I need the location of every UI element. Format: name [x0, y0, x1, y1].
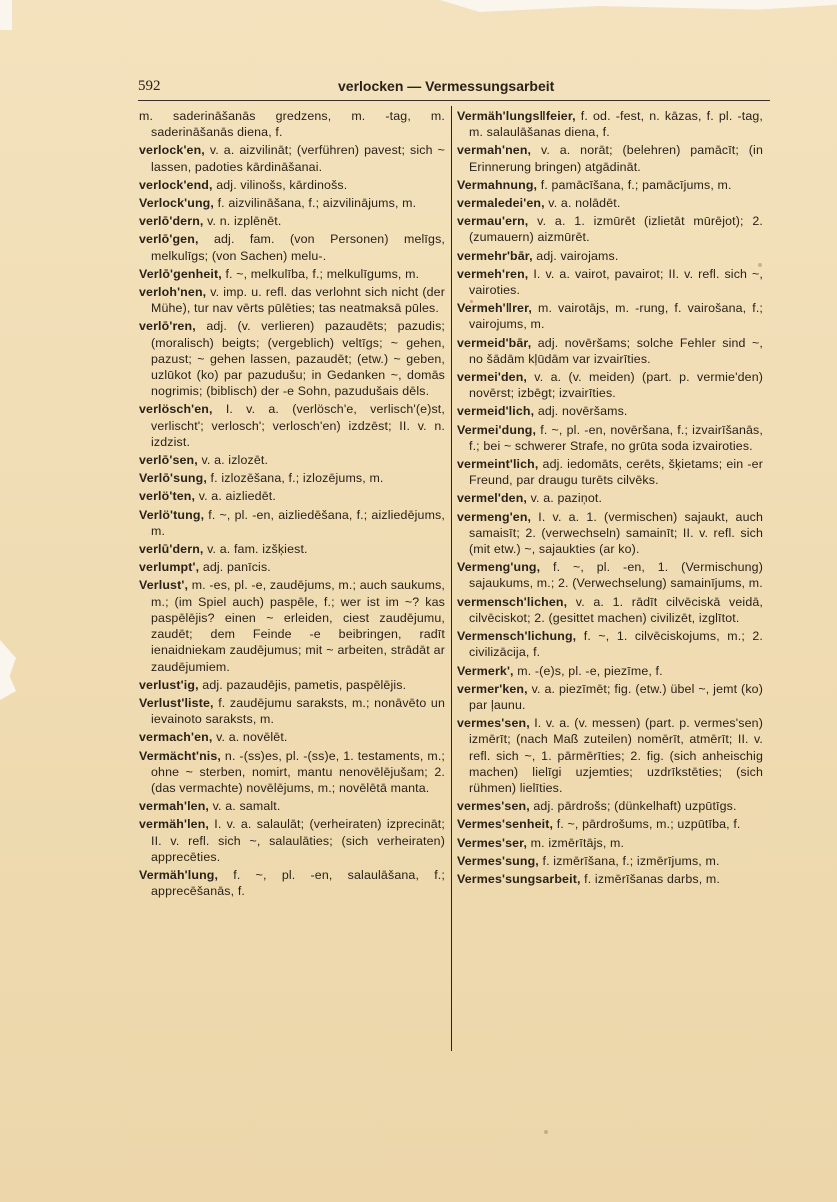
entry-headword: vermäh'len, — [139, 817, 210, 832]
entry — [139, 195, 445, 211]
entry — [457, 142, 763, 174]
entry-definition: v. n. izplēnēt. — [207, 214, 282, 229]
entry-headword: vermensch'lichen, — [457, 594, 568, 609]
entry-definition: I. v. a. (v. messen) (part. p. vermes'sen) izmērīt; (nach Maß zuteilen) nomērīt, atmērīt; II. v. refl. sich ~, 1. pārmērīties; 2. fig. (sich anheischig machen) lielīgi uzjemties; uzdrīkstēties; (sich rühmen) lielīties. — [469, 716, 763, 795]
entry — [139, 695, 445, 727]
entry — [139, 677, 445, 693]
entry-headword: vermeid'lich, — [457, 404, 535, 419]
entry — [457, 266, 763, 298]
entry-headword: Vermerk', — [457, 663, 514, 678]
page-number: 592 — [138, 78, 161, 94]
entry-definition: n. -(ss)es, pl. -(ss)e, 1. testaments, m.; ohne ~ sterben, nomirt, mantu nenovēlējušam; 2. (das vermachte) novēlējums, m.; novēlētā manta. — [151, 748, 445, 795]
entry-definition: v. a. norāt; (belehren) pamācīt; (in Erinnerung bringen) atgādināt. — [469, 143, 763, 174]
entry-definition: I. v. a. (verlösch'e, verlisch'(e)st, verlischt'; verlosch'; verlosch'en) izdzēst; II. v. n. izdzist. — [151, 402, 445, 449]
entry-headword: verlock'en, — [139, 143, 205, 158]
entry-definition: f. ~, pārdrošums, m.; uzpūtība, f. — [556, 817, 741, 832]
entry-headword: vermeh'ren, — [457, 266, 529, 281]
entry-headword: verlumpt', — [139, 560, 200, 575]
right-column — [457, 108, 763, 889]
entry — [139, 488, 445, 504]
entry — [139, 470, 445, 486]
entry — [139, 452, 445, 468]
entry-definition: v. a. izlozēt. — [201, 453, 269, 468]
entry — [139, 108, 445, 140]
entry-headword: Vermes'sungsarbeit, — [457, 871, 581, 886]
entry-headword: Vermeng'ung, — [457, 560, 541, 575]
entry-headword: Vermes'ser, — [457, 835, 528, 850]
entry — [139, 231, 445, 263]
entry-headword: Vermächt'nis, — [139, 748, 222, 763]
entry-definition: v. a. samalt. — [212, 799, 281, 814]
entry-headword: Verlö'tung, — [139, 507, 205, 522]
entry-definition: v. a. aizvilināt; (verführen) pavest; sich ~ lassen, padoties kārdināšanai. — [151, 143, 445, 174]
entry — [139, 177, 445, 193]
entry-headword: vermah'len, — [139, 799, 210, 814]
entry-definition: adj. vilinošs, kārdinošs. — [216, 177, 348, 192]
entry-headword: vermel'den, — [457, 491, 528, 506]
entry-definition: m. vairotājs, m. -rung, f. vairošana, f.; vairojums, m. — [469, 301, 764, 332]
entry-definition: adj. novēršams. — [537, 404, 628, 419]
page-header — [138, 78, 770, 101]
entry-definition: f. ~, pl. -en, aizliedēšana, f.; aizliedējums, m. — [151, 507, 445, 538]
entry-headword: Vermäh'lung, — [139, 867, 219, 882]
entry — [457, 798, 763, 814]
entry-headword: vermes'sen, — [457, 799, 530, 814]
entry-definition: adj. pazaudējis, pametis, paspēlējis. — [202, 677, 407, 692]
entry-headword: vermeid'bār, — [457, 335, 532, 350]
entry — [139, 318, 445, 399]
entry — [457, 403, 763, 419]
entry — [139, 266, 445, 282]
entry-definition: v. a. 1. rādīt cilvēciskā veidā, cilvēciskot; 2. (gesittet machen) civilizēt, izglītot. — [469, 594, 764, 625]
entry-headword: verlō'gen, — [139, 232, 199, 247]
entry — [457, 509, 763, 558]
entry-definition: v. a. nolādēt. — [548, 196, 621, 211]
entry-headword: vermeng'en, — [457, 509, 532, 524]
entry — [457, 853, 763, 869]
entry-definition: adj. panīcis. — [202, 560, 271, 575]
entry-headword: Vermes'senheit, — [457, 817, 554, 832]
entry-headword: vermaledei'en, — [457, 196, 545, 211]
entry-definition: v. a. aizliedēt. — [198, 489, 276, 504]
entry — [457, 628, 763, 660]
entry-headword: vermes'sen, — [457, 716, 530, 731]
entry-definition: v. a. 1. izmūrēt (izlietāt mūrējot); 2. (zumauern) aizmūrēt. — [469, 214, 764, 245]
entry-definition: f. izmērīšanas darbs, m. — [584, 871, 720, 886]
entry-definition: v. a. novēlēt. — [216, 730, 288, 745]
entry-definition: adj. (v. verlieren) pazaudēts; pazudis; (moralisch) beigts; (vergeblich) veltīgs; ~ gehen, pazust; ~ gehen lassen, pazaudēt; (etw.) ~ geben, uzlūkot (ko) par pazudušu; in Gedanken ~, domās nogrimis; (biblisch) der -e Sohn, pazudušais dēls. — [151, 319, 446, 399]
entry-definition: m. izmērītājs, m. — [530, 835, 625, 850]
entry — [139, 507, 445, 539]
entry — [139, 867, 445, 899]
entry — [139, 798, 445, 814]
entry-definition: I. v. a. 1. (vermischen) sajaukt, auch samaisīt; 2. (verwechseln) samainīt; II. v. refl. sich (mit etw.) ~, sajaukties (ar ko). — [469, 509, 763, 557]
entry — [457, 663, 763, 679]
entry-definition: m. -es, pl. -e, zaudējums, m.; auch saukums, m.; (im Spiel auch) paspēle, f.; wer ist im ~? kas paspēlējis? einen ~ erleiden, ciest zaudējumu, zaudēt; dem Feinde -e beibringen, radīt ienaidniekam zaudējumus; mit ~ arbeiten, strādāt ar zaudējumiem. — [151, 578, 446, 674]
entry — [457, 816, 763, 832]
entry — [457, 335, 763, 367]
entry-definition: v. imp. u. refl. das verlohnt sich nicht (der Mühe), tur nav vērts pūlēties; tas neatmaksā pūles. — [151, 285, 445, 316]
entry-definition: v. a. piezīmēt; fig. (etw.) übel ~, jemt (ko) par ļaunu. — [469, 681, 763, 712]
entry — [457, 369, 763, 401]
entry-headword: Verlō'genheit, — [139, 266, 222, 281]
entry-definition: f. izmērīšana, f.; izmērījums, m. — [542, 853, 720, 868]
entry-headword: Verlust', — [139, 578, 189, 593]
entry — [457, 248, 763, 264]
entry-definition: adj. novēršams; solche Fehler sind ~, no šādām kļūdām var izvairīties. — [469, 335, 763, 366]
entry-definition: f. ~, pl. -en, salaulāšana, f.; apprecēšanās, f. — [151, 867, 445, 899]
entry-headword: Vermensch'lichung, — [457, 629, 577, 644]
column-divider — [451, 106, 452, 1051]
entry — [457, 300, 763, 332]
entry — [457, 681, 763, 713]
entry-headword: verlō'ren, — [139, 319, 196, 334]
entry-definition: f. ~, 1. cilvēciskojums, m.; 2. civilizācija, f. — [469, 629, 764, 660]
running-head: verlocken — Vermessungsarbeit — [338, 78, 555, 94]
entry — [457, 559, 763, 591]
entry-definition: f. ~, pl. -en, novēršana, f.; izvairīšanās, f.; bei ~ schwerer Strafe, no grūta soda izvairoties. — [469, 422, 763, 453]
entry-headword: Vermei'dung, — [457, 422, 537, 437]
entry-headword: verlust'ig, — [139, 677, 199, 692]
entry-definition: f. od. -fest, n. kāzas, f. pl. -tag, m. salaulāšanas diena, f. — [469, 109, 764, 140]
entry-headword: vermau'ern, — [457, 214, 529, 229]
entry-headword: vermah'nen, — [457, 143, 532, 158]
entry-definition: f. pamācīšana, f.; pamācījums, m. — [540, 177, 732, 192]
entry — [457, 456, 763, 488]
entry-definition: f. ~, pl. -en, 1. (Vermischung) sajaukums, m.; 2. (Verwechselung) samainījums, m. — [469, 560, 764, 591]
torn-edge-left-notch — [0, 640, 16, 700]
entry-headword: vermehr'bār, — [457, 248, 533, 263]
entry-headword: verlösch'en, — [139, 402, 213, 417]
entry-headword: verlö'ten, — [139, 489, 196, 504]
entry — [139, 559, 445, 575]
entry-headword: verlō'dern, — [139, 214, 204, 229]
entry — [457, 195, 763, 211]
entry-headword: vermeint'lich, — [457, 457, 539, 472]
foxing-spot — [544, 1130, 548, 1134]
entry — [139, 748, 445, 797]
entry-headword: Vermes'sung, — [457, 853, 539, 868]
entry-definition: m. -(e)s, pl. -e, piezīme, f. — [517, 663, 663, 678]
entry — [457, 835, 763, 851]
entry-definition: adj. iedomāts, cerēts, šķietams; ein -er Freund, par draugu turēts cilvēks. — [469, 457, 763, 488]
entry — [457, 490, 763, 506]
torn-edge-top-left — [0, 0, 12, 30]
entry-headword: verlō'sen, — [139, 453, 198, 468]
entry-headword: Verlock'ung, — [139, 196, 214, 211]
entry-headword: Verlō'sung, — [139, 471, 207, 486]
entry-definition: f. izlozēšana, f.; izlozējums, m. — [210, 471, 384, 486]
entry — [139, 142, 445, 174]
entry — [139, 401, 445, 450]
entry-definition: f. ~, melkulība, f.; melkulīgums, m. — [225, 266, 420, 281]
entry-definition: v. a. fam. izšķiest. — [207, 542, 308, 557]
entry-definition: I. v. a. salaulāt; (verheiraten) izprecināt; II. v. refl. sich ~, salaulāties; (sich verheiraten) apprecēties. — [151, 817, 445, 864]
entry-definition: I. v. a. vairot, pavairot; II. v. refl. sich ~, vairoties. — [469, 266, 763, 298]
entry-headword: verlock'end, — [139, 177, 213, 192]
entry — [457, 177, 763, 193]
entry-headword: vermei'den, — [457, 370, 528, 385]
entry-definition: f. zaudējumu saraksts, m.; nonāvēto un ievainoto saraksts, m. — [151, 695, 446, 727]
entry-definition: adj. fam. (von Personen) melīgs, melkulīgs; (von Sachen) melu-. — [151, 232, 446, 263]
left-column — [139, 108, 445, 901]
entry — [457, 871, 763, 887]
entry-headword: vermach'en, — [139, 730, 213, 745]
entry — [139, 541, 445, 557]
entry-headword: Vermahnung, — [457, 177, 538, 192]
entry-definition: adj. pārdrošs; (dünkelhaft) uzpūtīgs. — [533, 799, 737, 814]
entry-definition: v. a. paziņot. — [530, 491, 603, 506]
entry-definition: v. a. (v. meiden) (part. p. vermie'den) novērst; izbēgt; izvairīties. — [469, 370, 764, 401]
entry-definition: adj. vairojams. — [536, 248, 619, 263]
entry — [457, 108, 763, 140]
entry-headword: vermer'ken, — [457, 681, 528, 696]
entry-definition: m. saderināšanās gredzens, m. -tag, m. saderināšanās diena, f. — [139, 109, 445, 140]
entry — [139, 284, 445, 316]
entry — [139, 577, 445, 674]
entry-headword: Vermäh'lungs‖feier, — [457, 109, 576, 123]
entry-headword: verloh'nen, — [139, 285, 207, 300]
entry-headword: Verlust'liste, — [139, 695, 214, 710]
entry-headword: Vermeh'‖rer, — [457, 301, 532, 316]
entry — [457, 594, 763, 626]
entry — [457, 213, 763, 245]
entry — [139, 729, 445, 745]
entry-headword: verlū'dern, — [139, 542, 204, 557]
torn-edge-top-right — [440, 0, 837, 12]
entry — [139, 213, 445, 229]
entry — [457, 422, 763, 454]
entry-definition: f. aizvilināšana, f.; aizvilinājums, m. — [217, 196, 417, 211]
entry — [457, 715, 763, 796]
entry — [139, 816, 445, 865]
